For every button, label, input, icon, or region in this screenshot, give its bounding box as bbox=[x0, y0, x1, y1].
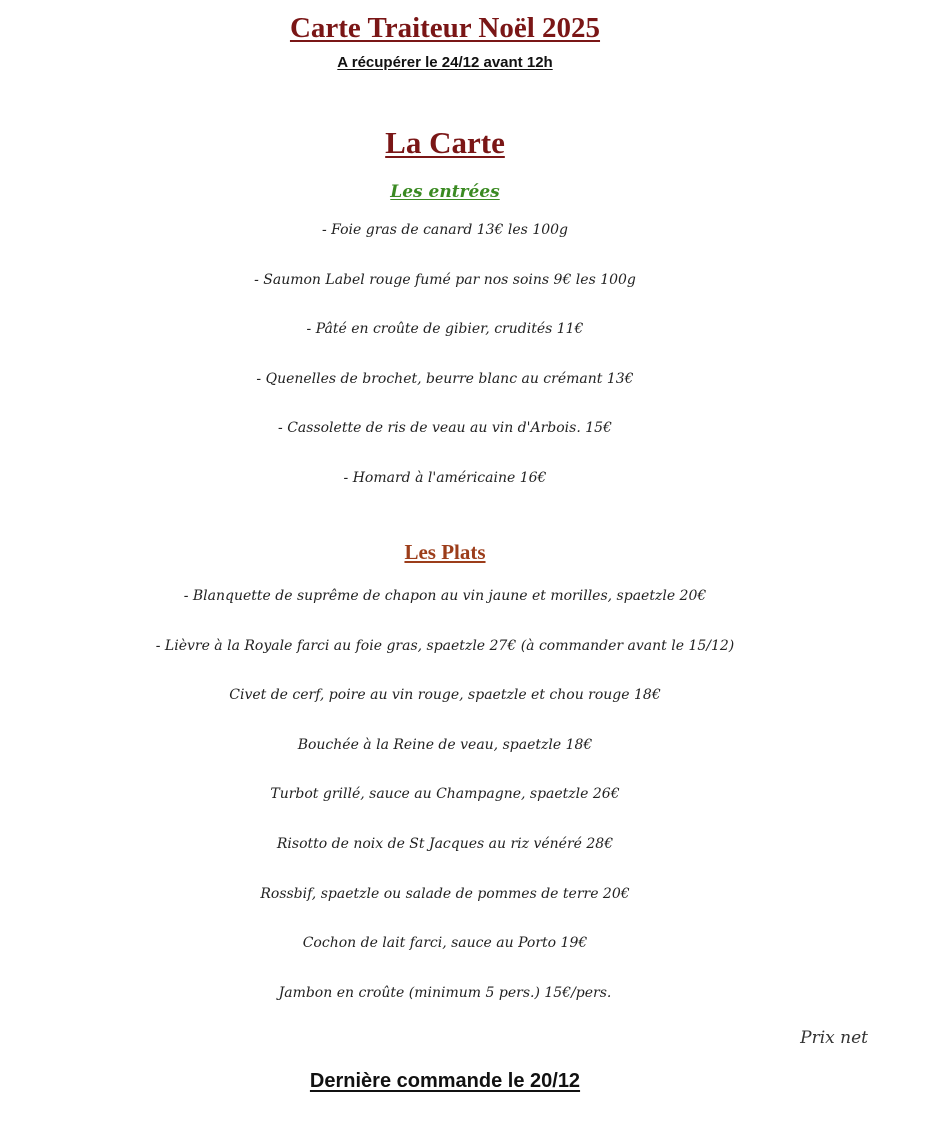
prix-net-note: Prix net bbox=[800, 1028, 868, 1048]
entree-item: - Pâté en croûte de gibier, crudités 11€ bbox=[306, 321, 584, 338]
entree-item: - Homard à l'américaine 16€ bbox=[343, 469, 547, 486]
plats-heading: Les Plats bbox=[404, 540, 486, 564]
plat-item: Rossbif, spaetzle ou salade de pommes de terre 20€ bbox=[260, 885, 630, 902]
entree-item: - Quenelles de brochet, beurre blanc au crémant 13€ bbox=[256, 370, 634, 387]
plat-item: - Lièvre à la Royale farci au foie gras, spaetzle 27€ (à commander avant le 15/12) bbox=[155, 637, 735, 654]
plat-item: Jambon en croûte (minimum 5 pers.) 15€/pers. bbox=[278, 984, 612, 1001]
last-order-deadline: Dernière commande le 20/12 bbox=[309, 1070, 581, 1092]
carte-heading: La Carte bbox=[385, 125, 505, 160]
plat-item: Cochon de lait farci, sauce au Porto 19€ bbox=[302, 935, 588, 952]
plat-item: Turbot grillé, sauce au Champagne, spaetzle 26€ bbox=[270, 786, 620, 803]
plat-item: Risotto de noix de St Jacques au riz vénéré 28€ bbox=[276, 835, 614, 852]
entree-item: - Foie gras de canard 13€ les 100g bbox=[321, 222, 568, 238]
entrees-list bbox=[0, 213, 890, 511]
plat-item: - Blanquette de suprême de chapon au vin jaune et morilles, spaetzle 20€ bbox=[183, 588, 707, 604]
entree-item: - Saumon Label rouge fumé par nos soins 9€ les 100g bbox=[254, 271, 636, 288]
plat-item: Civet de cerf, poire au vin rouge, spaetzle et chou rouge 18€ bbox=[229, 687, 661, 704]
entree-item: - Cassolette de ris de veau au vin d'Arbois. 15€ bbox=[278, 420, 612, 437]
pickup-subtitle: A récupérer le 24/12 avant 12h bbox=[337, 54, 553, 71]
entrees-heading: Les entrées bbox=[390, 182, 500, 202]
plats-list bbox=[0, 579, 890, 1025]
page-title: Carte Traiteur Noël 2025 bbox=[289, 12, 601, 44]
plat-item: Bouchée à la Reine de veau, spaetzle 18€ bbox=[297, 736, 593, 753]
